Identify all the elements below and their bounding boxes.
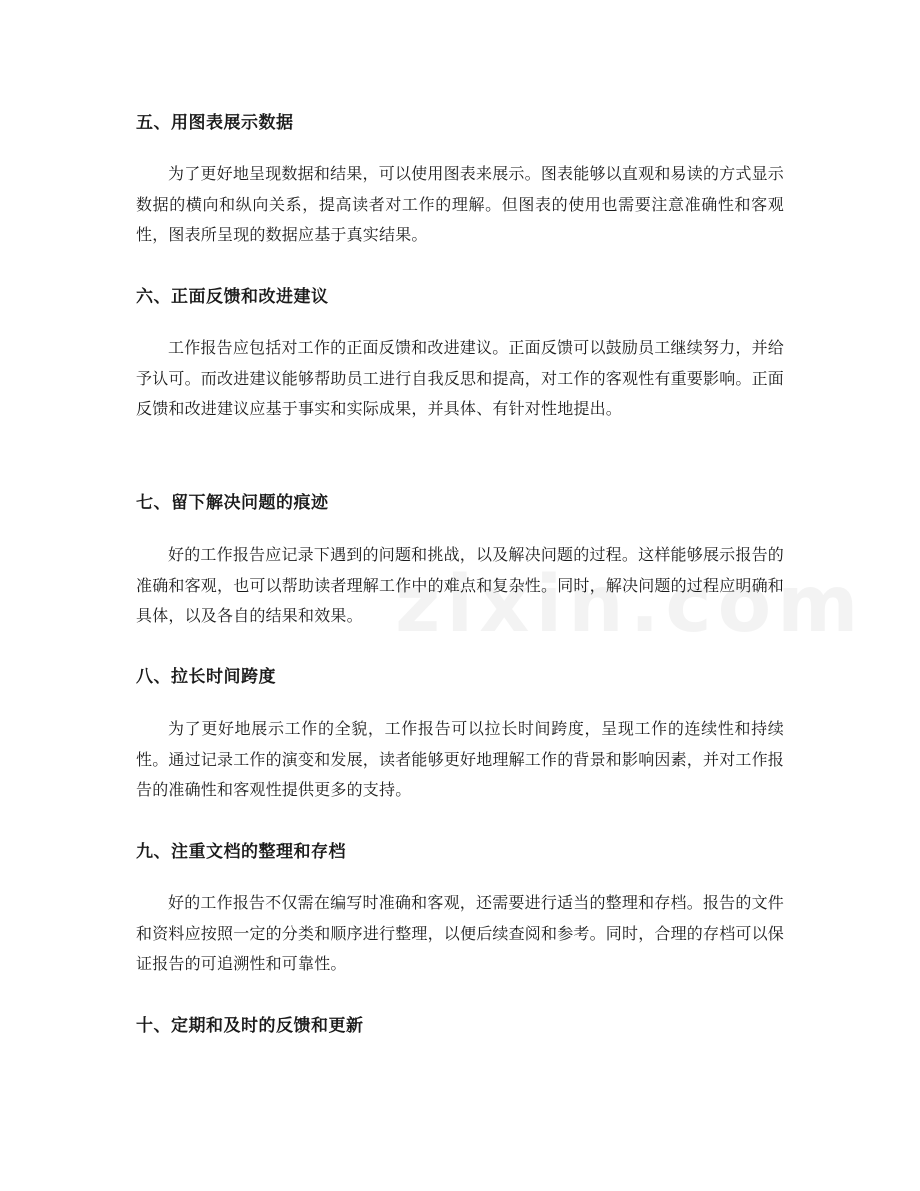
- section-body-9: 好的工作报告不仅需在编写时准确和客观，还需要进行适当的整理和存档。报告的文件和资料应按照一定的分类和顺序进行整理，以便后续查阅和参考。同时，合理的存档可以保证报告的可追溯性和可靠性。: [136, 893, 785, 973]
- section-body-7: 好的工作报告应记录下遇到的问题和挑战，以及解决问题的过程。这样能够展示报告的准确和客观，也可以帮助读者理解工作中的难点和复杂性。同时，解决问题的过程应明确和具体，以及各自的结果和效果。: [136, 545, 785, 625]
- section-heading-9: 九、注重文档的整理和存档: [136, 842, 346, 862]
- section-heading-7: 七、留下解决问题的痕迹: [136, 493, 329, 513]
- watermark: [395, 560, 864, 650]
- section-heading-5: 五、用图表展示数据: [136, 113, 294, 133]
- section-heading-10: 十、定期和及时的反馈和更新: [136, 1016, 364, 1036]
- section-body-6: 工作报告应包括对工作的正面反馈和改进建议。正面反馈可以鼓励员工继续努力，并给予认可。而改进建议能够帮助员工进行自我反思和提高，对工作的客观性有重要影响。正面反馈和改进建议应基于事实和实际成果，并具体、有针对性地提出。: [136, 338, 785, 418]
- section-body-5: 为了更好地呈现数据和结果，可以使用图表来展示。图表能够以直观和易读的方式显示数据的横向和纵向关系，提高读者对工作的理解。但图表的使用也需要注意准确性和客观性，图表所呈现的数据应基于真实结果。: [136, 164, 784, 244]
- section-heading-6: 六、正面反馈和改进建议: [136, 287, 329, 307]
- section-heading-8: 八、拉长时间跨度: [136, 667, 276, 687]
- section-body-8: 为了更好地展示工作的全貌，工作报告可以拉长时间跨度，呈现工作的连续性和持续性。通过记录工作的演变和发展，读者能够更好地理解工作的背景和影响因素，并对工作报告的准确性和客观性提供更多的支持。: [136, 719, 785, 799]
